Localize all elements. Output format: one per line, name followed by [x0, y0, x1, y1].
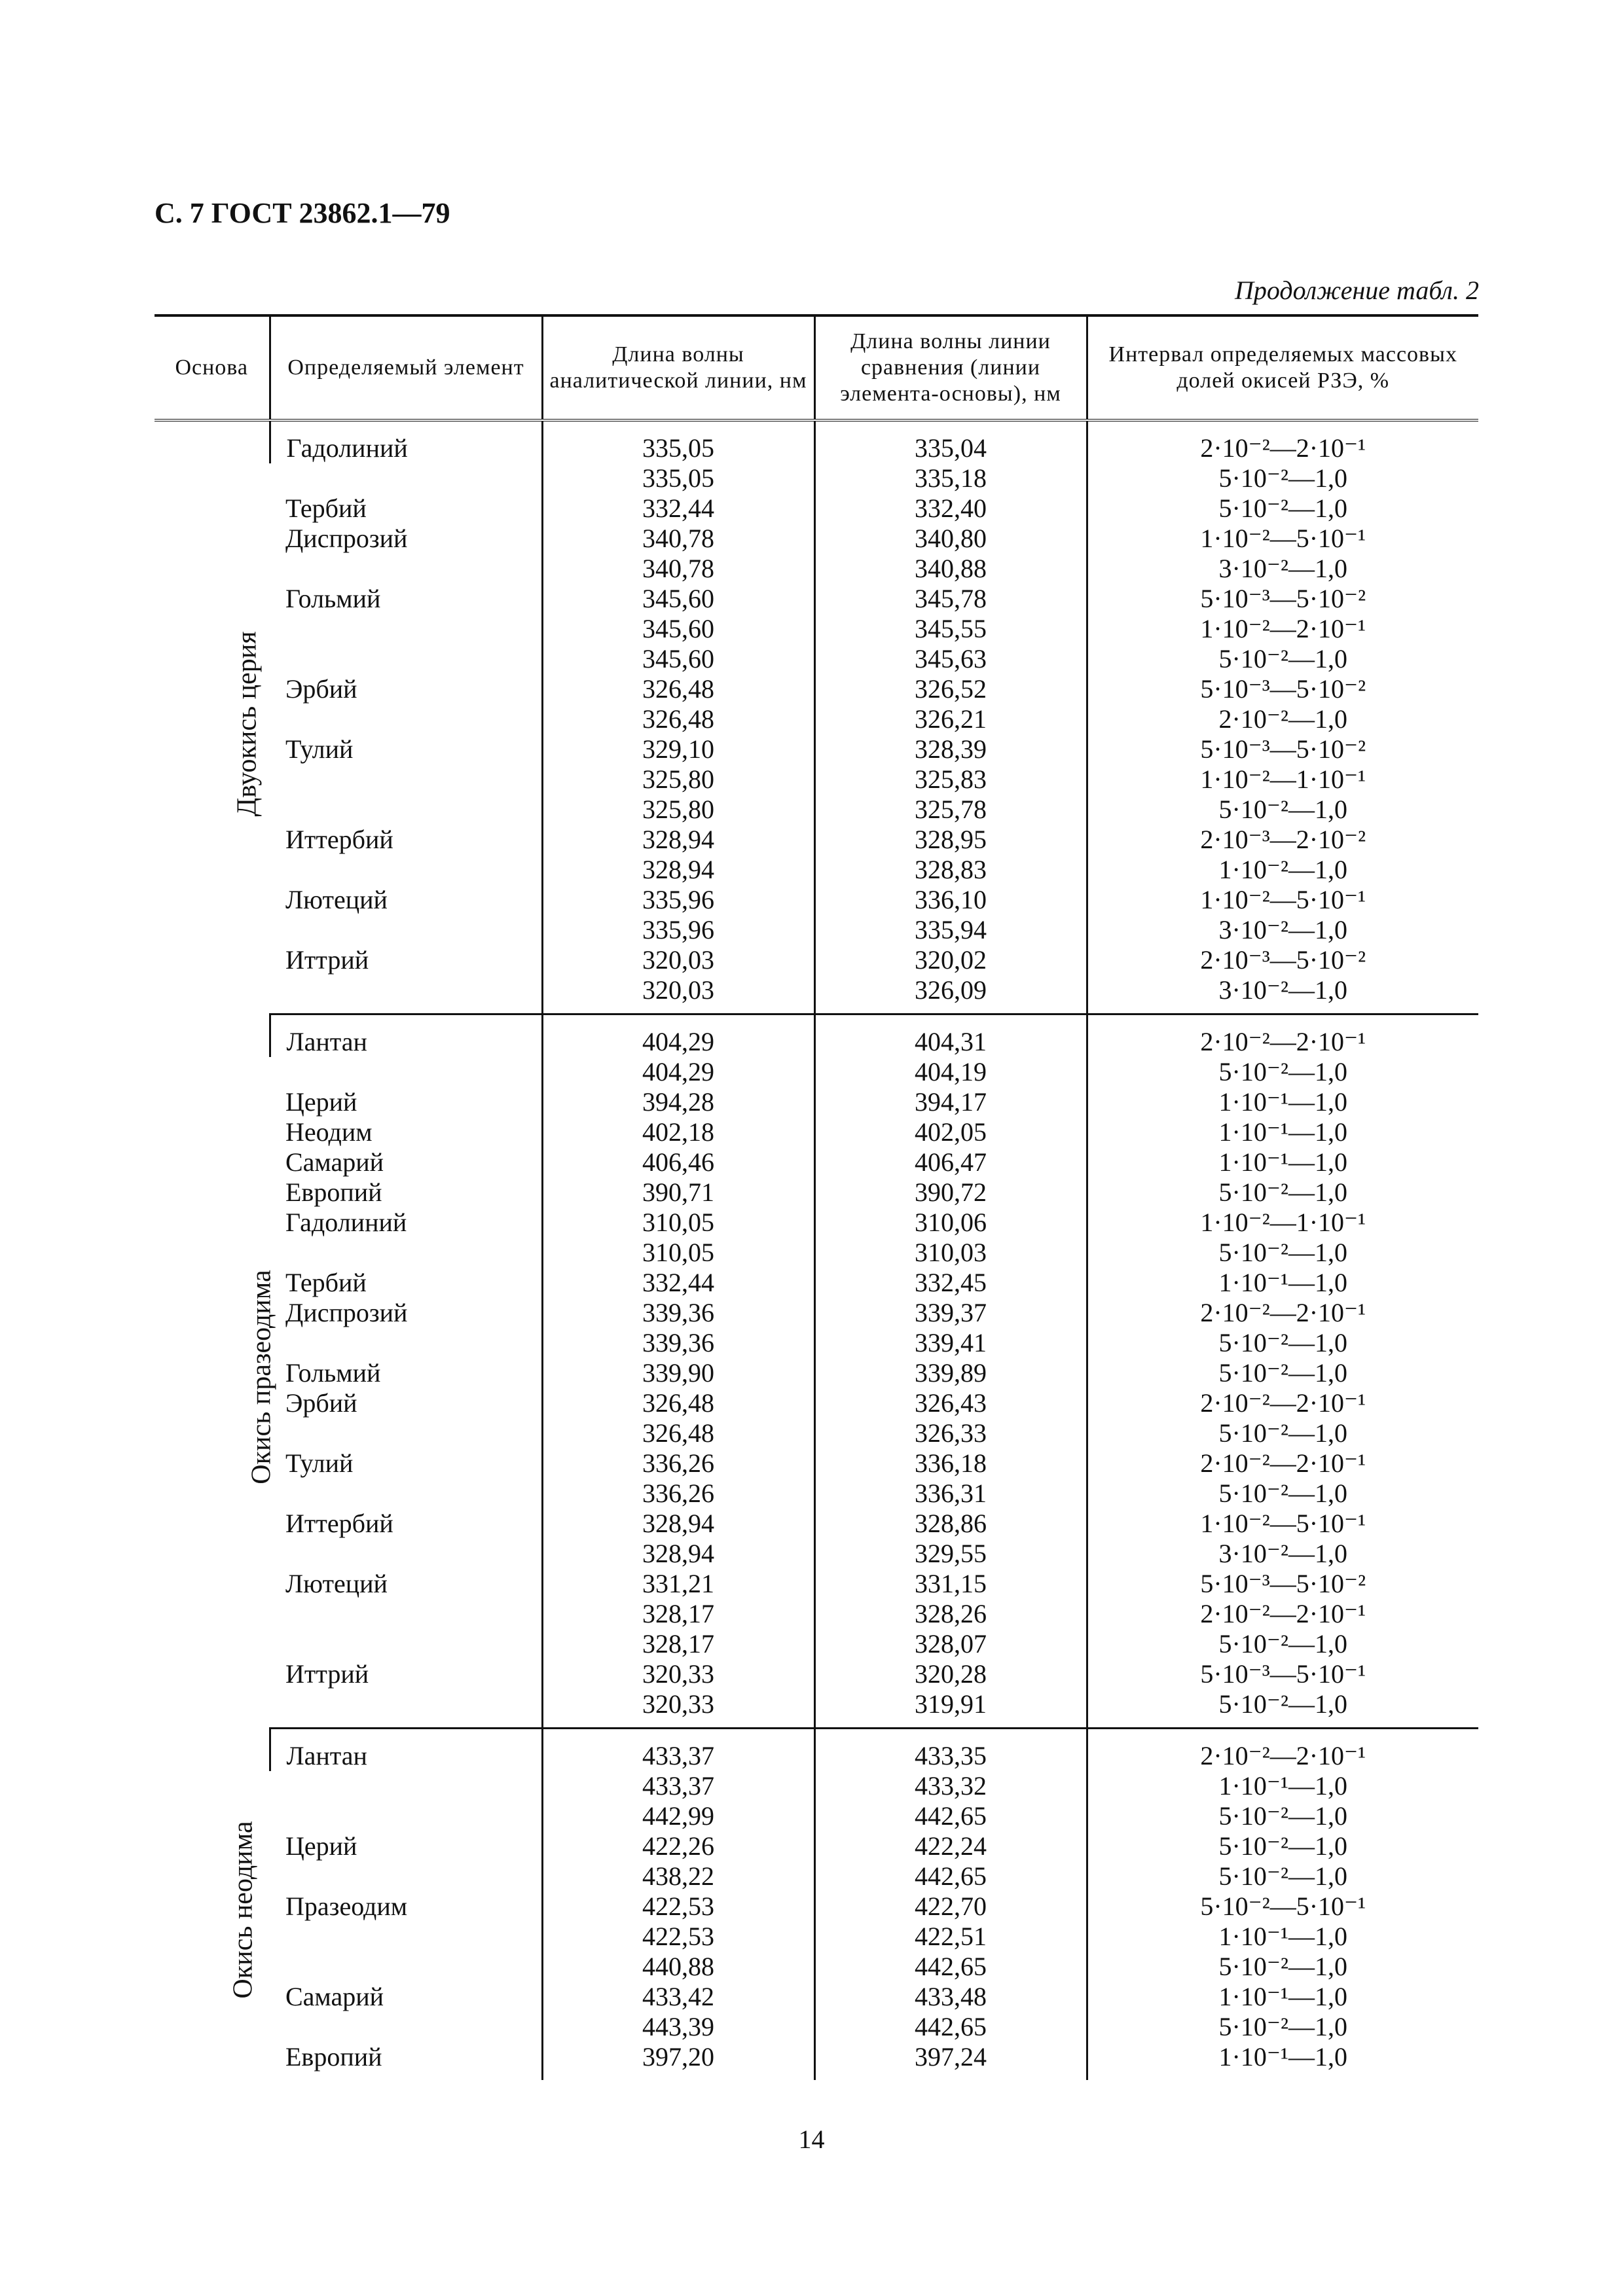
analytical-wavelength-cell: 328,94 — [542, 1509, 814, 1539]
concentration-range-cell: 5·10⁻²—1,0 — [1087, 1629, 1478, 1659]
element-cell — [270, 2012, 542, 2042]
reference-wavelength-cell: 406,47 — [814, 1147, 1087, 1177]
element-cell: Тербий — [285, 1268, 367, 1297]
element-cell — [270, 795, 542, 825]
concentration-range-cell: 5·10⁻²—1,0 — [1087, 2012, 1478, 2042]
analytical-wavelength-cell: 328,94 — [542, 825, 814, 855]
element-cell: Самарий — [285, 1982, 384, 2011]
concentration-range-cell: 2·10⁻³—2·10⁻² — [1087, 825, 1478, 855]
analytical-wavelength-cell: 325,80 — [542, 795, 814, 825]
element-cell: Тулий — [285, 734, 354, 764]
concentration-range-cell: 5·10⁻³—5·10⁻² — [1087, 584, 1478, 614]
reference-wavelength-cell: 329,55 — [814, 1539, 1087, 1569]
table-row — [155, 975, 1478, 1014]
analytical-wavelength-cell: 310,05 — [542, 1238, 814, 1268]
reference-wavelength-cell: 326,52 — [814, 674, 1087, 704]
reference-wavelength-cell: 336,31 — [814, 1479, 1087, 1509]
table-row — [155, 1147, 1478, 1177]
analytical-wavelength-cell: 335,05 — [542, 463, 814, 493]
reference-wavelength-cell: 326,09 — [814, 975, 1087, 1014]
element-cell: Церий — [285, 1831, 357, 1861]
concentration-range-cell: 5·10⁻²—1,0 — [1087, 463, 1478, 493]
analytical-wavelength-cell: 440,88 — [542, 1952, 814, 1982]
concentration-range-cell: 1·10⁻¹—1,0 — [1087, 1087, 1478, 1117]
reference-wavelength-cell: 310,06 — [814, 1208, 1087, 1238]
reference-wavelength-cell: 339,37 — [814, 1298, 1087, 1328]
concentration-range-cell: 3·10⁻²—1,0 — [1087, 554, 1478, 584]
analytical-wavelength-cell: 390,71 — [542, 1177, 814, 1208]
analytical-wavelength-cell: 433,37 — [542, 1729, 814, 1772]
analytical-wavelength-cell: 310,05 — [542, 1208, 814, 1238]
reference-wavelength-cell: 331,15 — [814, 1569, 1087, 1599]
element-cell: Лантан — [270, 1729, 542, 1772]
table-row — [155, 1599, 1478, 1629]
element-cell: Лютеций — [285, 885, 388, 914]
element-cell — [270, 1629, 542, 1659]
base-label: Окись празеодима — [246, 1270, 277, 1484]
table-row — [155, 825, 1478, 855]
table-row — [155, 885, 1478, 915]
table-row — [155, 795, 1478, 825]
analytical-wavelength-cell: 320,33 — [542, 1659, 814, 1689]
element-cell: Лантан — [270, 1014, 542, 1058]
analytical-wavelength-cell: 326,48 — [542, 704, 814, 734]
concentration-range-cell: 5·10⁻²—1,0 — [1087, 795, 1478, 825]
reference-wavelength-cell: 335,94 — [814, 915, 1087, 945]
concentration-range-cell: 1·10⁻¹—1,0 — [1087, 1771, 1478, 1801]
reference-wavelength-cell: 328,83 — [814, 855, 1087, 885]
element-cell — [270, 975, 542, 1014]
reference-wavelength-cell: 340,88 — [814, 554, 1087, 584]
reference-wavelength-cell: 433,48 — [814, 1982, 1087, 2012]
table-row — [155, 644, 1478, 674]
reference-wavelength-cell: 325,83 — [814, 764, 1087, 795]
table-row — [155, 1831, 1478, 1861]
element-cell — [270, 1771, 542, 1801]
table-row — [155, 1418, 1478, 1448]
element-cell: Иттрий — [285, 945, 369, 975]
element-cell: Самарий — [285, 1147, 384, 1177]
reference-wavelength-cell: 433,35 — [814, 1729, 1087, 1772]
concentration-range-cell: 2·10⁻²—2·10⁻¹ — [1087, 1448, 1478, 1479]
concentration-range-cell: 5·10⁻²—1,0 — [1087, 1328, 1478, 1358]
table-row — [155, 493, 1478, 524]
reference-wavelength-cell: 326,21 — [814, 704, 1087, 734]
reference-wavelength-cell: 319,91 — [814, 1689, 1087, 1729]
concentration-range-cell: 1·10⁻²—1·10⁻¹ — [1087, 1208, 1478, 1238]
reference-wavelength-cell: 442,65 — [814, 1801, 1087, 1831]
base-cell — [155, 1729, 270, 2081]
element-cell: Празеодим — [285, 1892, 408, 1921]
analytical-wavelength-cell: 339,36 — [542, 1328, 814, 1358]
element-cell: Европий — [285, 1177, 382, 1207]
table-row — [155, 1952, 1478, 1982]
analytical-wavelength-cell: 339,36 — [542, 1298, 814, 1328]
concentration-range-cell: 5·10⁻³—5·10⁻² — [1087, 1569, 1478, 1599]
reference-wavelength-cell: 332,40 — [814, 493, 1087, 524]
analytical-wavelength-cell: 326,48 — [542, 1388, 814, 1418]
table-row — [155, 1208, 1478, 1238]
element-cell — [270, 1689, 542, 1729]
element-cell: Неодим — [285, 1117, 373, 1147]
element-cell: Эрбий — [285, 1388, 357, 1418]
analytical-wavelength-cell: 328,17 — [542, 1599, 814, 1629]
table-row — [155, 584, 1478, 614]
reference-wavelength-cell: 404,31 — [814, 1014, 1087, 1058]
element-cell — [270, 463, 542, 493]
table-row — [155, 1177, 1478, 1208]
concentration-range-cell: 3·10⁻²—1,0 — [1087, 1539, 1478, 1569]
concentration-range-cell: 5·10⁻³—5·10⁻¹ — [1087, 1659, 1478, 1689]
table-row — [155, 1539, 1478, 1569]
concentration-range-cell: 1·10⁻¹—1,0 — [1087, 2042, 1478, 2080]
concentration-range-cell: 2·10⁻²—2·10⁻¹ — [1087, 1298, 1478, 1328]
table-row — [155, 1659, 1478, 1689]
analytical-wavelength-cell: 422,26 — [542, 1831, 814, 1861]
table-row — [155, 1238, 1478, 1268]
element-cell — [270, 1479, 542, 1509]
element-cell — [270, 644, 542, 674]
concentration-range-cell: 5·10⁻²—1,0 — [1087, 1177, 1478, 1208]
reference-wavelength-cell: 335,04 — [814, 420, 1087, 463]
table-row — [155, 1117, 1478, 1147]
concentration-range-cell: 5·10⁻²—1,0 — [1087, 1057, 1478, 1087]
table-row — [155, 463, 1478, 493]
concentration-range-cell: 5·10⁻²—1,0 — [1087, 1238, 1478, 1268]
concentration-range-cell: 1·10⁻²—2·10⁻¹ — [1087, 614, 1478, 644]
reference-wavelength-cell: 326,33 — [814, 1418, 1087, 1448]
analytical-wavelength-cell: 336,26 — [542, 1448, 814, 1479]
analytical-wavelength-cell: 438,22 — [542, 1861, 814, 1892]
concentration-range-cell: 5·10⁻²—1,0 — [1087, 1479, 1478, 1509]
concentration-range-cell: 1·10⁻¹—1,0 — [1087, 1147, 1478, 1177]
table-row — [155, 855, 1478, 885]
analytical-wavelength-cell: 406,46 — [542, 1147, 814, 1177]
element-cell: Европий — [285, 2042, 382, 2072]
base-label: Двуокись церия — [232, 631, 263, 817]
reference-wavelength-cell: 328,07 — [814, 1629, 1087, 1659]
analytical-wavelength-cell: 332,44 — [542, 1268, 814, 1298]
reference-wavelength-cell: 390,72 — [814, 1177, 1087, 1208]
concentration-range-cell: 5·10⁻²—1,0 — [1087, 1801, 1478, 1831]
concentration-range-cell: 5·10⁻³—5·10⁻² — [1087, 674, 1478, 704]
table-row — [155, 945, 1478, 975]
element-cell — [270, 1328, 542, 1358]
concentration-range-cell: 5·10⁻²—1,0 — [1087, 1689, 1478, 1729]
concentration-range-cell: 1·10⁻²—5·10⁻¹ — [1087, 1509, 1478, 1539]
reference-wavelength-cell: 442,65 — [814, 1952, 1087, 1982]
table-row — [155, 674, 1478, 704]
analytical-wavelength-cell: 328,94 — [542, 1539, 814, 1569]
reference-wavelength-cell: 328,26 — [814, 1599, 1087, 1629]
table-header-row — [155, 315, 1478, 420]
element-cell — [270, 1238, 542, 1268]
concentration-range-cell: 5·10⁻²—1,0 — [1087, 1831, 1478, 1861]
column-header-element: Определяемый элемент — [270, 315, 542, 420]
table-row — [155, 704, 1478, 734]
concentration-range-cell: 1·10⁻²—5·10⁻¹ — [1087, 885, 1478, 915]
table-row — [155, 524, 1478, 554]
reference-wavelength-cell: 328,95 — [814, 825, 1087, 855]
analytical-wavelength-cell: 422,53 — [542, 1922, 814, 1952]
element-cell — [270, 1861, 542, 1892]
reference-wavelength-cell: 397,24 — [814, 2042, 1087, 2080]
concentration-range-cell: 5·10⁻²—5·10⁻¹ — [1087, 1892, 1478, 1922]
analytical-wavelength-cell: 433,37 — [542, 1771, 814, 1801]
page-number: 14 — [798, 2125, 825, 2154]
analytical-wavelength-cell: 345,60 — [542, 584, 814, 614]
analytical-wavelength-cell: 331,21 — [542, 1569, 814, 1599]
analytical-wavelength-cell: 328,94 — [542, 855, 814, 885]
analytical-wavelength-cell: 433,42 — [542, 1982, 814, 2012]
element-cell: Тербий — [285, 493, 367, 523]
concentration-range-cell: 5·10⁻²—1,0 — [1087, 1358, 1478, 1388]
table-row — [155, 1689, 1478, 1729]
analytical-wavelength-cell: 340,78 — [542, 554, 814, 584]
element-cell — [270, 614, 542, 644]
concentration-range-cell: 5·10⁻²—1,0 — [1087, 1952, 1478, 1982]
reference-wavelength-cell: 345,55 — [814, 614, 1087, 644]
element-cell: Церий — [285, 1087, 357, 1117]
reference-wavelength-cell: 320,02 — [814, 945, 1087, 975]
reference-wavelength-cell: 402,05 — [814, 1117, 1087, 1147]
element-cell — [270, 855, 542, 885]
table-row — [155, 1268, 1478, 1298]
element-cell — [270, 1599, 542, 1629]
concentration-range-cell: 5·10⁻²—1,0 — [1087, 1418, 1478, 1448]
wavelength-table — [155, 314, 1478, 2080]
table-row — [155, 1982, 1478, 2012]
element-cell — [270, 1418, 542, 1448]
reference-wavelength-cell: 336,18 — [814, 1448, 1087, 1479]
reference-wavelength-cell: 325,78 — [814, 795, 1087, 825]
table-row — [155, 915, 1478, 945]
data-table — [155, 314, 1478, 2080]
table-row — [155, 1861, 1478, 1892]
base-cell — [155, 420, 270, 1014]
table-continuation-label: Продолжение табл. 2 — [1234, 276, 1479, 305]
column-header-reference-wavelength: Длина волны линии сравнения (линии элемента-основы), нм — [814, 315, 1087, 420]
element-cell — [270, 1801, 542, 1831]
element-cell — [270, 1922, 542, 1952]
reference-wavelength-cell: 328,39 — [814, 734, 1087, 764]
analytical-wavelength-cell: 402,18 — [542, 1117, 814, 1147]
analytical-wavelength-cell: 340,78 — [542, 524, 814, 554]
concentration-range-cell: 5·10⁻²—1,0 — [1087, 644, 1478, 674]
analytical-wavelength-cell: 320,03 — [542, 975, 814, 1014]
analytical-wavelength-cell: 345,60 — [542, 644, 814, 674]
table-row — [155, 420, 1478, 463]
table-row — [155, 614, 1478, 644]
concentration-range-cell: 5·10⁻²—1,0 — [1087, 1861, 1478, 1892]
reference-wavelength-cell: 345,63 — [814, 644, 1087, 674]
analytical-wavelength-cell: 335,05 — [542, 420, 814, 463]
table-row — [155, 2012, 1478, 2042]
reference-wavelength-cell: 339,89 — [814, 1358, 1087, 1388]
analytical-wavelength-cell: 320,03 — [542, 945, 814, 975]
concentration-range-cell: 1·10⁻²—1·10⁻¹ — [1087, 764, 1478, 795]
reference-wavelength-cell: 422,51 — [814, 1922, 1087, 1952]
table-row — [155, 764, 1478, 795]
analytical-wavelength-cell: 332,44 — [542, 493, 814, 524]
analytical-wavelength-cell: 394,28 — [542, 1087, 814, 1117]
element-cell: Эрбий — [285, 674, 357, 704]
analytical-wavelength-cell: 442,99 — [542, 1801, 814, 1831]
analytical-wavelength-cell: 320,33 — [542, 1689, 814, 1729]
table-row — [155, 1629, 1478, 1659]
reference-wavelength-cell: 326,43 — [814, 1388, 1087, 1418]
element-cell: Тулий — [285, 1448, 354, 1478]
table-row — [155, 554, 1478, 584]
concentration-range-cell: 1·10⁻²—5·10⁻¹ — [1087, 524, 1478, 554]
element-cell: Гольмий — [285, 584, 381, 613]
reference-wavelength-cell: 345,78 — [814, 584, 1087, 614]
table-row — [155, 1509, 1478, 1539]
concentration-range-cell: 2·10⁻³—5·10⁻² — [1087, 945, 1478, 975]
element-cell: Гольмий — [285, 1358, 381, 1388]
element-cell: Иттербий — [285, 1509, 393, 1538]
table-row — [155, 1358, 1478, 1388]
reference-wavelength-cell: 336,10 — [814, 885, 1087, 915]
element-cell: Гадолиний — [285, 1208, 407, 1237]
concentration-range-cell: 3·10⁻²—1,0 — [1087, 975, 1478, 1014]
element-cell: Гадолиний — [270, 420, 542, 463]
table-row — [155, 1771, 1478, 1801]
concentration-range-cell: 2·10⁻²—2·10⁻¹ — [1087, 1729, 1478, 1772]
table-row — [155, 1729, 1478, 1772]
element-cell — [270, 764, 542, 795]
reference-wavelength-cell: 340,80 — [814, 524, 1087, 554]
base-label: Окись неодима — [228, 1821, 259, 1999]
analytical-wavelength-cell: 328,17 — [542, 1629, 814, 1659]
concentration-range-cell: 1·10⁻¹—1,0 — [1087, 1982, 1478, 2012]
concentration-range-cell: 1·10⁻¹—1,0 — [1087, 1268, 1478, 1298]
base-cell — [155, 1014, 277, 1729]
table-row — [155, 1298, 1478, 1328]
table-row — [155, 1479, 1478, 1509]
element-cell — [270, 1057, 542, 1087]
reference-wavelength-cell: 320,28 — [814, 1659, 1087, 1689]
element-cell: Диспрозий — [285, 524, 408, 553]
analytical-wavelength-cell: 336,26 — [542, 1479, 814, 1509]
analytical-wavelength-cell: 329,10 — [542, 734, 814, 764]
concentration-range-cell: 2·10⁻²—2·10⁻¹ — [1087, 1388, 1478, 1418]
reference-wavelength-cell: 339,41 — [814, 1328, 1087, 1358]
table-row — [155, 1569, 1478, 1599]
table-row — [155, 2042, 1478, 2080]
concentration-range-cell: 2·10⁻²—2·10⁻¹ — [1087, 1599, 1478, 1629]
analytical-wavelength-cell: 325,80 — [542, 764, 814, 795]
concentration-range-cell: 5·10⁻³—5·10⁻² — [1087, 734, 1478, 764]
analytical-wavelength-cell: 335,96 — [542, 885, 814, 915]
reference-wavelength-cell: 442,65 — [814, 1861, 1087, 1892]
element-cell: Диспрозий — [285, 1298, 408, 1327]
reference-wavelength-cell: 394,17 — [814, 1087, 1087, 1117]
element-cell — [270, 1952, 542, 1982]
concentration-range-cell: 1·10⁻¹—1,0 — [1087, 1922, 1478, 1952]
reference-wavelength-cell: 442,65 — [814, 2012, 1087, 2042]
analytical-wavelength-cell: 345,60 — [542, 614, 814, 644]
reference-wavelength-cell: 422,24 — [814, 1831, 1087, 1861]
column-header-base: Основа — [155, 315, 270, 420]
concentration-range-cell: 2·10⁻²—1,0 — [1087, 704, 1478, 734]
analytical-wavelength-cell: 397,20 — [542, 2042, 814, 2080]
table-row — [155, 1388, 1478, 1418]
analytical-wavelength-cell: 443,39 — [542, 2012, 814, 2042]
table-row — [155, 734, 1478, 764]
table-row — [155, 1087, 1478, 1117]
table-row — [155, 1014, 1478, 1058]
analytical-wavelength-cell: 404,29 — [542, 1057, 814, 1087]
element-cell — [270, 1539, 542, 1569]
analytical-wavelength-cell: 326,48 — [542, 674, 814, 704]
reference-wavelength-cell: 332,45 — [814, 1268, 1087, 1298]
concentration-range-cell: 2·10⁻²—2·10⁻¹ — [1087, 420, 1478, 463]
table-row — [155, 1448, 1478, 1479]
analytical-wavelength-cell: 404,29 — [542, 1014, 814, 1058]
element-cell — [270, 704, 542, 734]
analytical-wavelength-cell: 339,90 — [542, 1358, 814, 1388]
concentration-range-cell: 5·10⁻²—1,0 — [1087, 493, 1478, 524]
element-cell: Лютеций — [285, 1569, 388, 1598]
concentration-range-cell: 1·10⁻¹—1,0 — [1087, 1117, 1478, 1147]
element-cell: Иттрий — [285, 1659, 369, 1689]
concentration-range-cell: 2·10⁻²—2·10⁻¹ — [1087, 1014, 1478, 1058]
element-cell — [270, 554, 542, 584]
table-row — [155, 1801, 1478, 1831]
reference-wavelength-cell: 335,18 — [814, 463, 1087, 493]
reference-wavelength-cell: 310,03 — [814, 1238, 1087, 1268]
reference-wavelength-cell: 328,86 — [814, 1509, 1087, 1539]
page-header: С. 7 ГОСТ 23862.1—79 — [155, 197, 450, 229]
table-row — [155, 1892, 1478, 1922]
reference-wavelength-cell: 422,70 — [814, 1892, 1087, 1922]
table-row — [155, 1922, 1478, 1952]
analytical-wavelength-cell: 335,96 — [542, 915, 814, 945]
table-row — [155, 1328, 1478, 1358]
analytical-wavelength-cell: 326,48 — [542, 1418, 814, 1448]
concentration-range-cell: 3·10⁻²—1,0 — [1087, 915, 1478, 945]
reference-wavelength-cell: 404,19 — [814, 1057, 1087, 1087]
table-body — [155, 420, 1478, 2080]
concentration-range-cell: 1·10⁻²—1,0 — [1087, 855, 1478, 885]
table-row — [155, 1057, 1478, 1087]
element-cell — [270, 915, 542, 945]
analytical-wavelength-cell: 422,53 — [542, 1892, 814, 1922]
column-header-analytical-wavelength: Длина волны аналитической линии, нм — [542, 315, 814, 420]
reference-wavelength-cell: 433,32 — [814, 1771, 1087, 1801]
element-cell: Иттербий — [285, 825, 393, 854]
column-header-concentration-range: Интервал определяемых массовых долей окисей РЗЭ, % — [1087, 315, 1478, 420]
